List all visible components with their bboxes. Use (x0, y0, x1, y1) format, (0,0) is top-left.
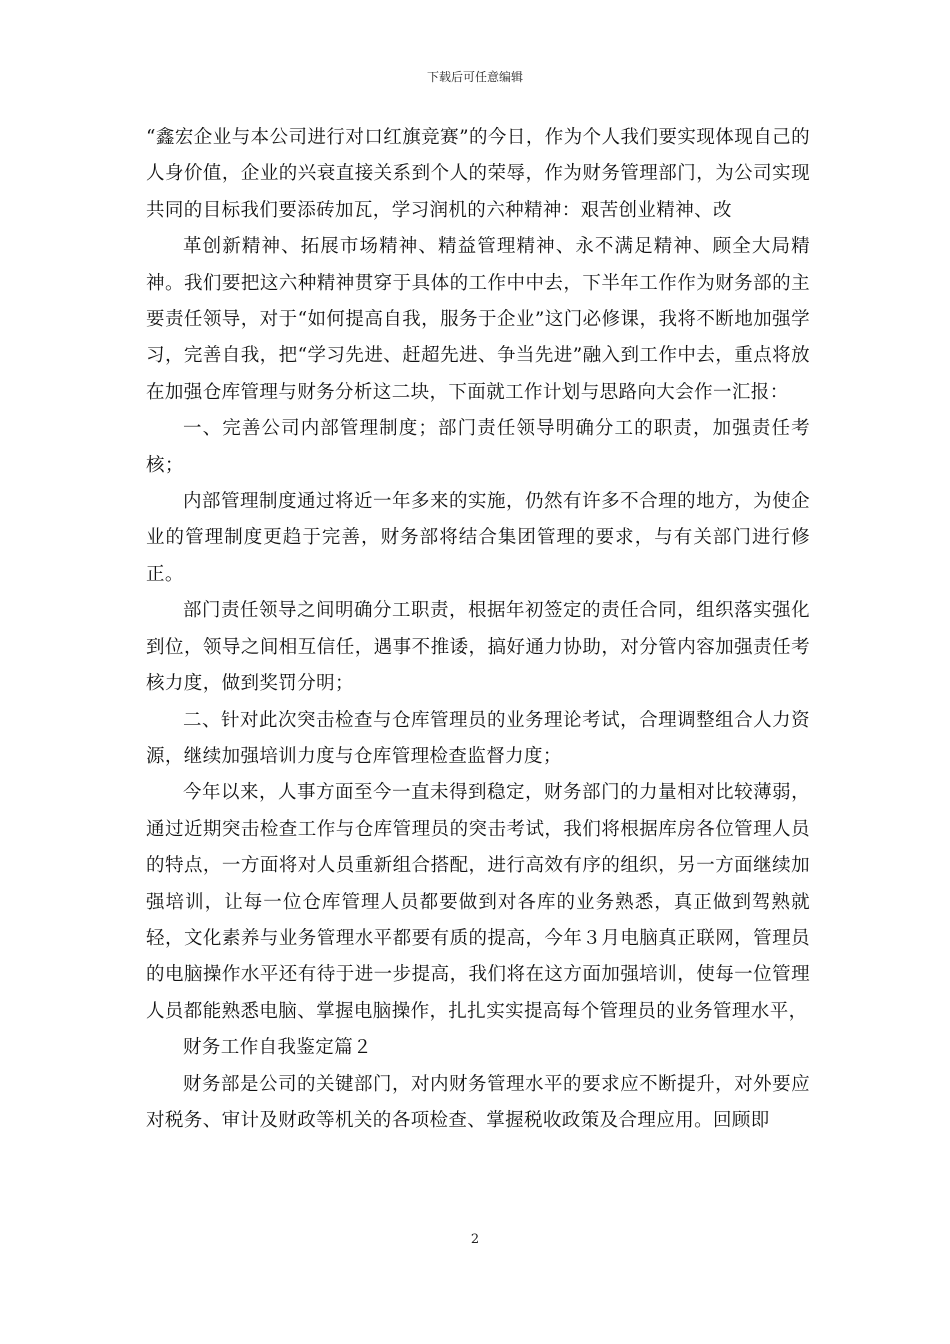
section-heading-one: 一、完善公司内部管理制度；部门责任领导明确分工的职责，加强责任考核； (146, 418, 810, 476)
paragraph-training: 今年以来，人事方面至今一直未得到稳定，财务部门的力量相对比较薄弱，通过近期突击检查工作与仓库管理员的突击考试，我们将根据库房各位管理人员的特点，一方面将对人员重新组合搭配，进行高效有序的组织，另一方面继续加强培训，让每一位仓库管理人员都要做到对各库的业务熟悉，真正做到驾熟就轻，文化素养与业务管理水平都要有质的提高，今年３月电脑真正联网，管理员的电脑操作水平还有待于进一步提高，我们将在这方面加强培训，使每一位管理人员都能熟悉电脑、掌握电脑操作，扎扎实实提高每个管理员的业务管理水平， (146, 782, 810, 1022)
paragraph-six-spirits: 革创新精神、拓展市场精神、精益管理精神、永不满足精神、顾全大局精神。我们要把这六种精神贯穿于具体的工作中中去，下半年工作作为财务部的主要责任领导，对于“如何提高自我，服务于企业”这门必修课，我将不断地加强学习，完善自我，把“学习先进、赶超先进、争当先进”融入到工作中去，重点将放在加强仓库管理与财务分析这二块，下面就工作计划与思路向大会作一汇报： (146, 236, 810, 403)
paragraph-responsibility: 部门责任领导之间明确分工职责，根据年初签定的责任合同，组织落实强化到位，领导之间相互信任，遇事不推诿，搞好通力协助，对分管内容加强责任考核力度，做到奖罚分明； (146, 600, 810, 695)
page-number: 2 (470, 1232, 480, 1247)
paragraph-internal-management: 内部管理制度通过将近一年多来的实施，仍然有许多不合理的地方，为使企业的管理制度更趋于完善，财务部将结合集团管理的要求，与有关部门进行修正。 (146, 491, 810, 585)
section-heading-two: 二、针对此次突击检查与仓库管理员的业务理论考试，合理调整组合人力资源，继续加强培训力度与仓库管理检查监督力度； (146, 709, 810, 767)
article-title: 财务工作自我鉴定篇２ (183, 1037, 373, 1059)
paragraph-finance-dept: 财务部是公司的关键部门，对内财务管理水平的要求应不断提升，对外要应对税务、审计及财政等机关的各项检查、掌握税收政策及合理应用。回顾即 (146, 1073, 810, 1131)
page-header: 下载后可任意编辑 (426, 70, 523, 84)
document-body (146, 120, 810, 1139)
paragraph-intro: “鑫宏企业与本公司进行对口红旗竞赛”的今日，作为个人我们要实现体现自己的人身价值，企业的兴衰直接关系到个人的荣辱，作为财务管理部门，为公司实现共同的目标我们要添砖加瓦，学习润机的六种精神：艰苦创业精神、改 (146, 127, 810, 221)
